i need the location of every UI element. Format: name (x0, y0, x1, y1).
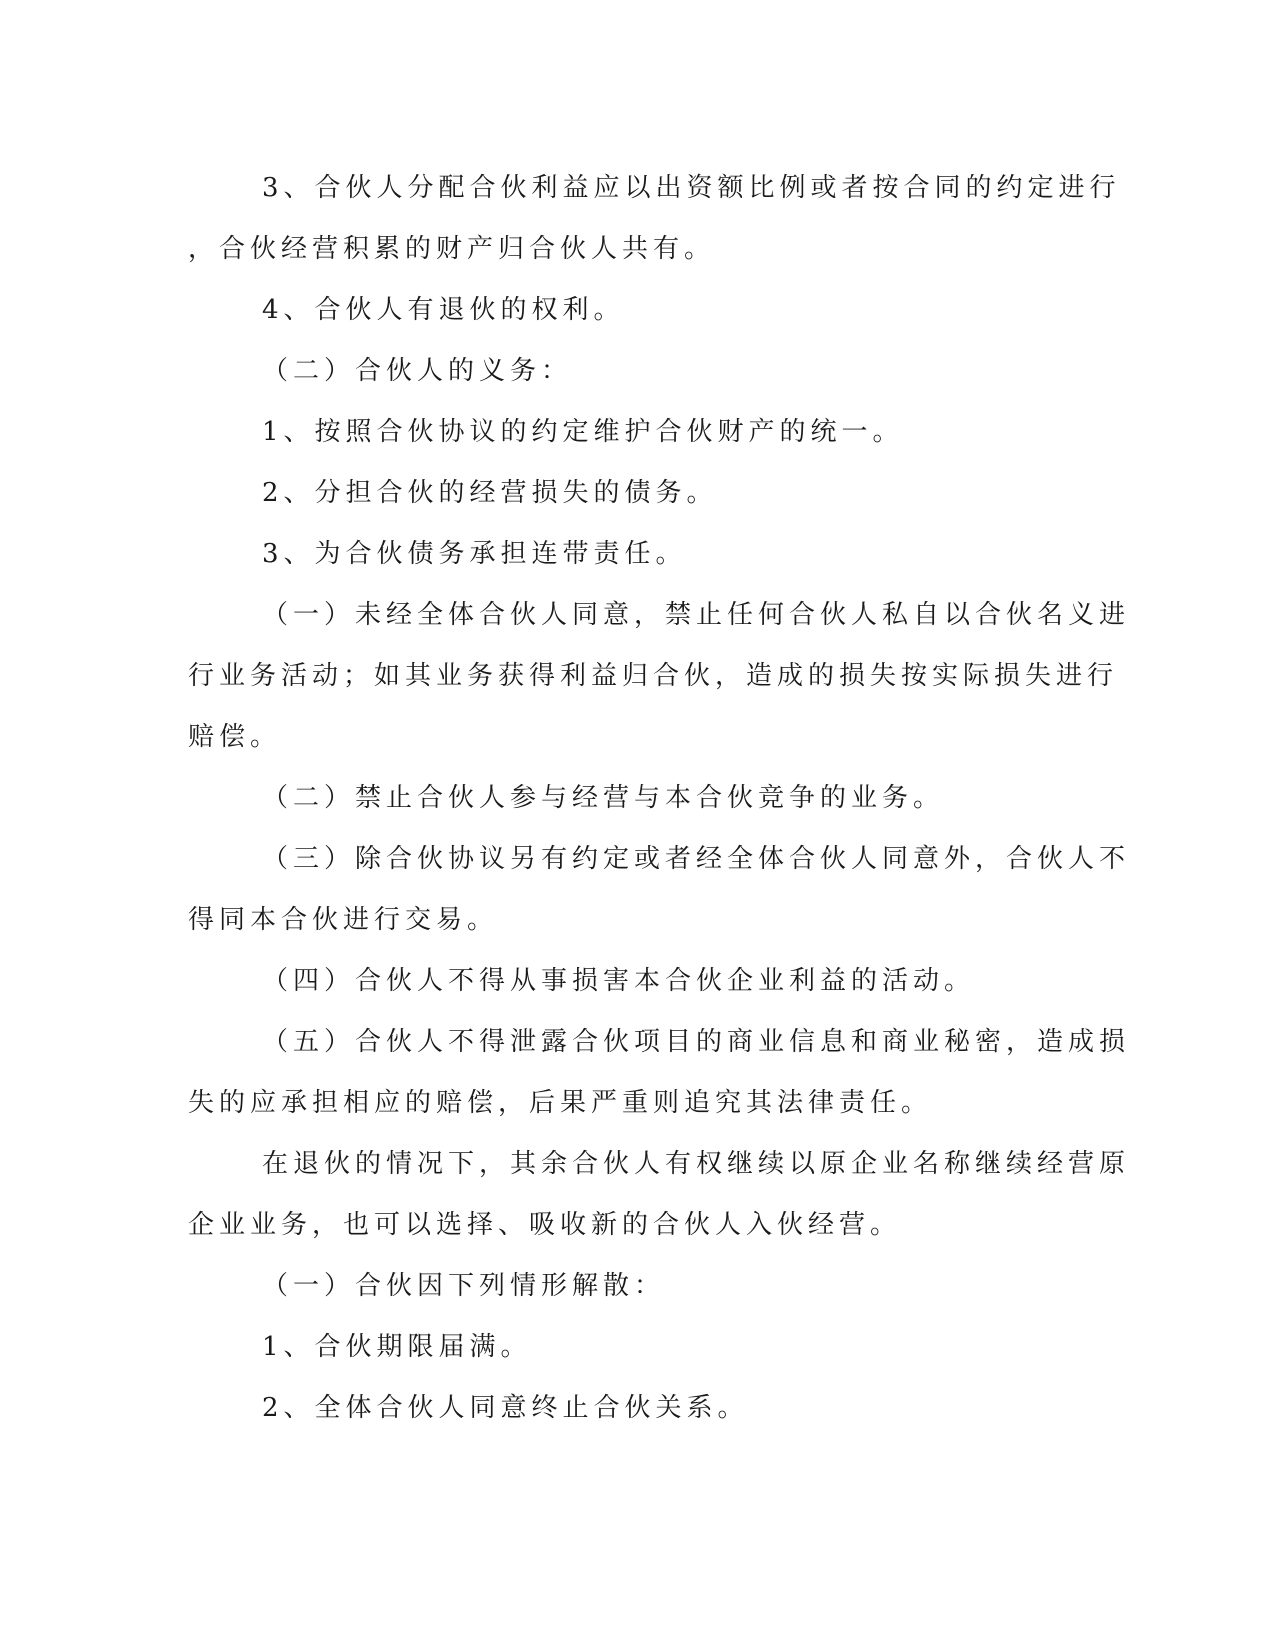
text-line: （二）合伙人的义务： (262, 356, 573, 386)
text-line: 企业业务，也可以选择、吸收新的合伙人入伙经营。 (188, 1210, 902, 1240)
text-line: 得同本合伙进行交易。 (188, 905, 499, 935)
paragraph-prohibition-3 (188, 829, 1131, 951)
text-line: 赔偿。 (188, 722, 282, 752)
text-line: 3、合伙人分配合伙利益应以出资额比例或者按合同的约定进行 (262, 173, 1121, 203)
paragraph-obligation-2 (188, 463, 1080, 524)
text-line: 失的应承担相应的赔偿，后果严重则追究其法律责任。 (188, 1088, 933, 1118)
text-line: 在退伙的情况下，其余合伙人有权继续以原企业名称继续经营原 (262, 1149, 1131, 1179)
paragraph-obligation-3 (188, 524, 1080, 585)
paragraph-prohibition-5 (188, 1012, 1131, 1134)
text-line: 行业务活动；如其业务获得利益归合伙，造成的损失按实际损失进行 (188, 661, 1119, 691)
text-line: （五）合伙人不得泄露合伙项目的商业信息和商业秘密，造成损 (262, 1027, 1131, 1057)
paragraph-profit-distribution (188, 158, 1121, 280)
document-body (188, 158, 1131, 1439)
paragraph-withdrawal-right (188, 280, 1080, 341)
text-line: 2、分担合伙的经营损失的债务。 (262, 478, 718, 508)
text-line: 4、合伙人有退伙的权利。 (262, 295, 625, 325)
paragraph-obligation-1 (188, 402, 1080, 463)
paragraph-prohibition-2 (188, 768, 1080, 829)
text-line: （一）未经全体合伙人同意，禁止任何合伙人私自以合伙名义进 (262, 600, 1131, 630)
text-line: 1、合伙期限届满。 (262, 1332, 532, 1362)
paragraph-prohibition-4 (188, 951, 1080, 1012)
text-line: （一）合伙因下列情形解散： (262, 1271, 666, 1301)
paragraph-prohibition-1 (188, 585, 1131, 768)
heading-dissolution (188, 1256, 1080, 1317)
text-line: 3、为合伙债务承担连带责任。 (262, 539, 687, 569)
text-line: 1、按照合伙协议的约定维护合伙财产的统一。 (262, 417, 904, 447)
paragraph-dissolution-2 (188, 1378, 1080, 1439)
text-line: （二）禁止合伙人参与经营与本合伙竞争的业务。 (262, 783, 945, 813)
text-line: （四）合伙人不得从事损害本合伙企业利益的活动。 (262, 966, 976, 996)
paragraph-dissolution-1 (188, 1317, 1080, 1378)
paragraph-withdrawal-continuation (188, 1134, 1131, 1256)
text-line: 2、全体合伙人同意终止合伙关系。 (262, 1393, 749, 1423)
heading-partner-obligations (188, 341, 1080, 402)
text-line: ，合伙经营积累的财产归合伙人共有。 (188, 234, 716, 264)
text-line: （三）除合伙协议另有约定或者经全体合伙人同意外，合伙人不 (262, 844, 1131, 874)
